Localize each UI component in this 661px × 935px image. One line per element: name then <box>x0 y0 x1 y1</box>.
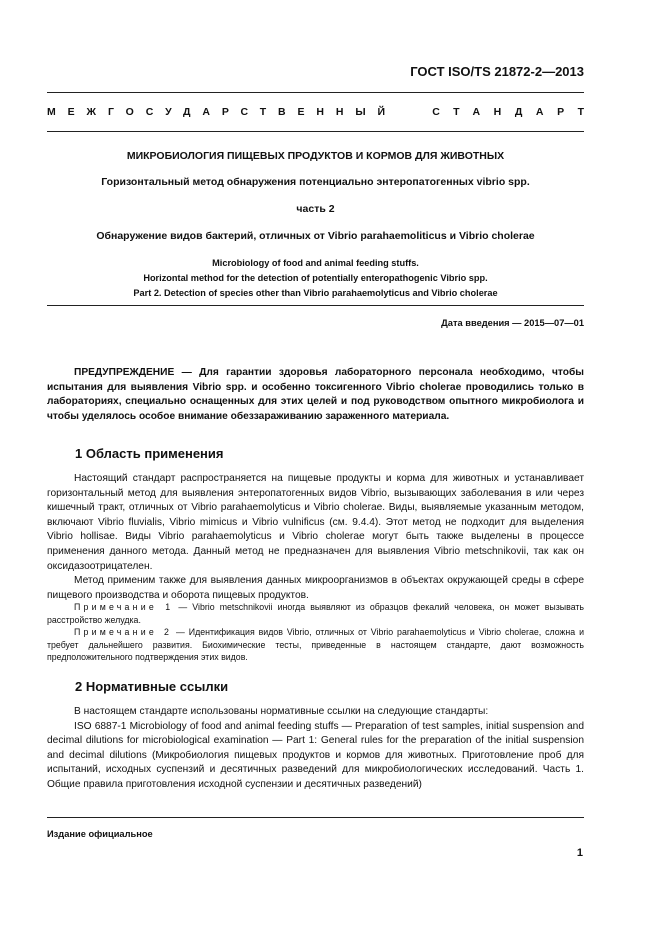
section-1-paragraph-1: Настоящий стандарт распространяется на пищевые продукты и корма для животных и устанавливает горизонтальный метод для выявления энтеропатогенных видов Vibrio, вызывающих заболевания в или через кишечный тракт, отличных от Vibrio parahaemolyticus и Vibrio cholerae. Виды, выявляемые указанным методом, включают Vibrio fluvialis, Vibrio mimicus и Vibrio vulnificus (см. 9.4.4). Этот метод не подходит для выделения Vibrio hollisae. Виды Vibrio parahaemolyticus и Vibrio cholerae могут быть также выделены в процессе применения данного метода. Данный метод не предназначен для выявления Vibrio metschnikovii, так как он оксидазоотрицателен. <box>47 473 584 572</box>
note-2 <box>47 626 584 664</box>
header-bottom-rule <box>47 131 584 132</box>
header-top-rule <box>47 92 584 93</box>
title-ru-main: МИКРОБИОЛОГИЯ ПИЩЕВЫХ ПРОДУКТОВ И КОРМОВ ДЛЯ ЖИВОТНЫХ <box>126 150 505 162</box>
section-1-heading: 1 Область применения <box>75 446 224 461</box>
section-1-body <box>47 472 584 603</box>
note-1-text: — Vibrio metschnikovii иногда выявляют из образцов фекалий человека, он может вызывать расстройство желудка. <box>47 602 585 625</box>
section-1-notes <box>47 601 584 664</box>
note-1-label: Примечание 1 <box>74 602 174 612</box>
section-2-body <box>47 705 584 793</box>
title-en-line-3: Part 2. Detection of species other than Vibrio parahaemolyticus and Vibrio cholerae <box>133 288 498 298</box>
section-2-heading: 2 Нормативные ссылки <box>75 679 229 694</box>
note-2-label: Примечание 2 <box>74 627 173 638</box>
standard-word: СТАНДАРТ <box>432 106 598 118</box>
section-2-paragraph-1: В настоящем стандарте использованы нормативные ссылки на следующие стандарты: <box>74 706 489 717</box>
title-en-line-1: Microbiology of food and animal feeding stuffs. <box>212 258 419 268</box>
note-1 <box>47 601 584 626</box>
title-en-line-2: Horizontal method for the detection of potentially enteropathogenic Vibrio spp. <box>143 273 488 283</box>
title-en-block <box>47 256 584 301</box>
section-1-paragraph-2: Метод применим также для выявления данных микроорганизмов в объектах окружающей среды в сфере пищевого производства и оборота пищевых продуктов. <box>47 575 584 601</box>
note-2-text: — Идентификация видов Vibrio, отличных от Vibrio parahaemolyticus и Vibrio cholerae, сложна и требует дальнейшего развития. Биохимические тесты, приведенные в настоящем стандарте, дают возможность предположительного подтверждения этих видов. <box>47 627 584 663</box>
warning-paragraph: ПРЕДУПРЕЖДЕНИЕ — Для гарантии здоровья лабораторного персонала необходимо, чтобы испытания для выявления Vibrio spp. и особенно токсигенного Vibrio cholerae проводились только в лабораториях, специально оснащенных для этих целей и под руководством опытного микробиолога и чтобы уделялось особое внимание обеззараживанию зараженного материала. <box>47 367 584 422</box>
title-ru-method: Горизонтальный метод обнаружения потенциально энтеропатогенных vibrio spp. <box>101 176 530 188</box>
title-ru-part-name: Обнаружение видов бактерий, отличных от Vibrio parahaemoliticus и Vibrio cholerae <box>96 230 535 242</box>
title-divider-rule <box>47 305 584 306</box>
intro-date: Дата введения — 2015—07—01 <box>441 318 584 328</box>
title-ru-part: часть 2 <box>296 203 335 215</box>
page-number: 1 <box>576 847 583 859</box>
standard-number: ГОСТ ISO/TS 21872-2—2013 <box>410 64 584 79</box>
interstate-standard-banner <box>47 106 598 118</box>
interstate-word: МЕЖГОСУДАРСТВЕННЫЙ <box>47 106 397 118</box>
section-2-paragraph-2: ISO 6887-1 Microbiology of food and animal feeding stuffs — Preparation of test samples, initial suspension and decimal dilutions for microbiological examination — Part 1: General rules for the preparation of the initial suspension and decimal dilutions (Микробиология пищевых продуктов и кормов для животных. Приготовление проб для испытаний, исходных суспензий и десятичных разведений для микробиологических исследований. Часть 1. Общие правила приготовления исходной суспензии и десятичных разведений) <box>47 720 584 790</box>
official-edition-label: Издание официальное <box>47 829 153 839</box>
footer-rule <box>47 817 584 818</box>
